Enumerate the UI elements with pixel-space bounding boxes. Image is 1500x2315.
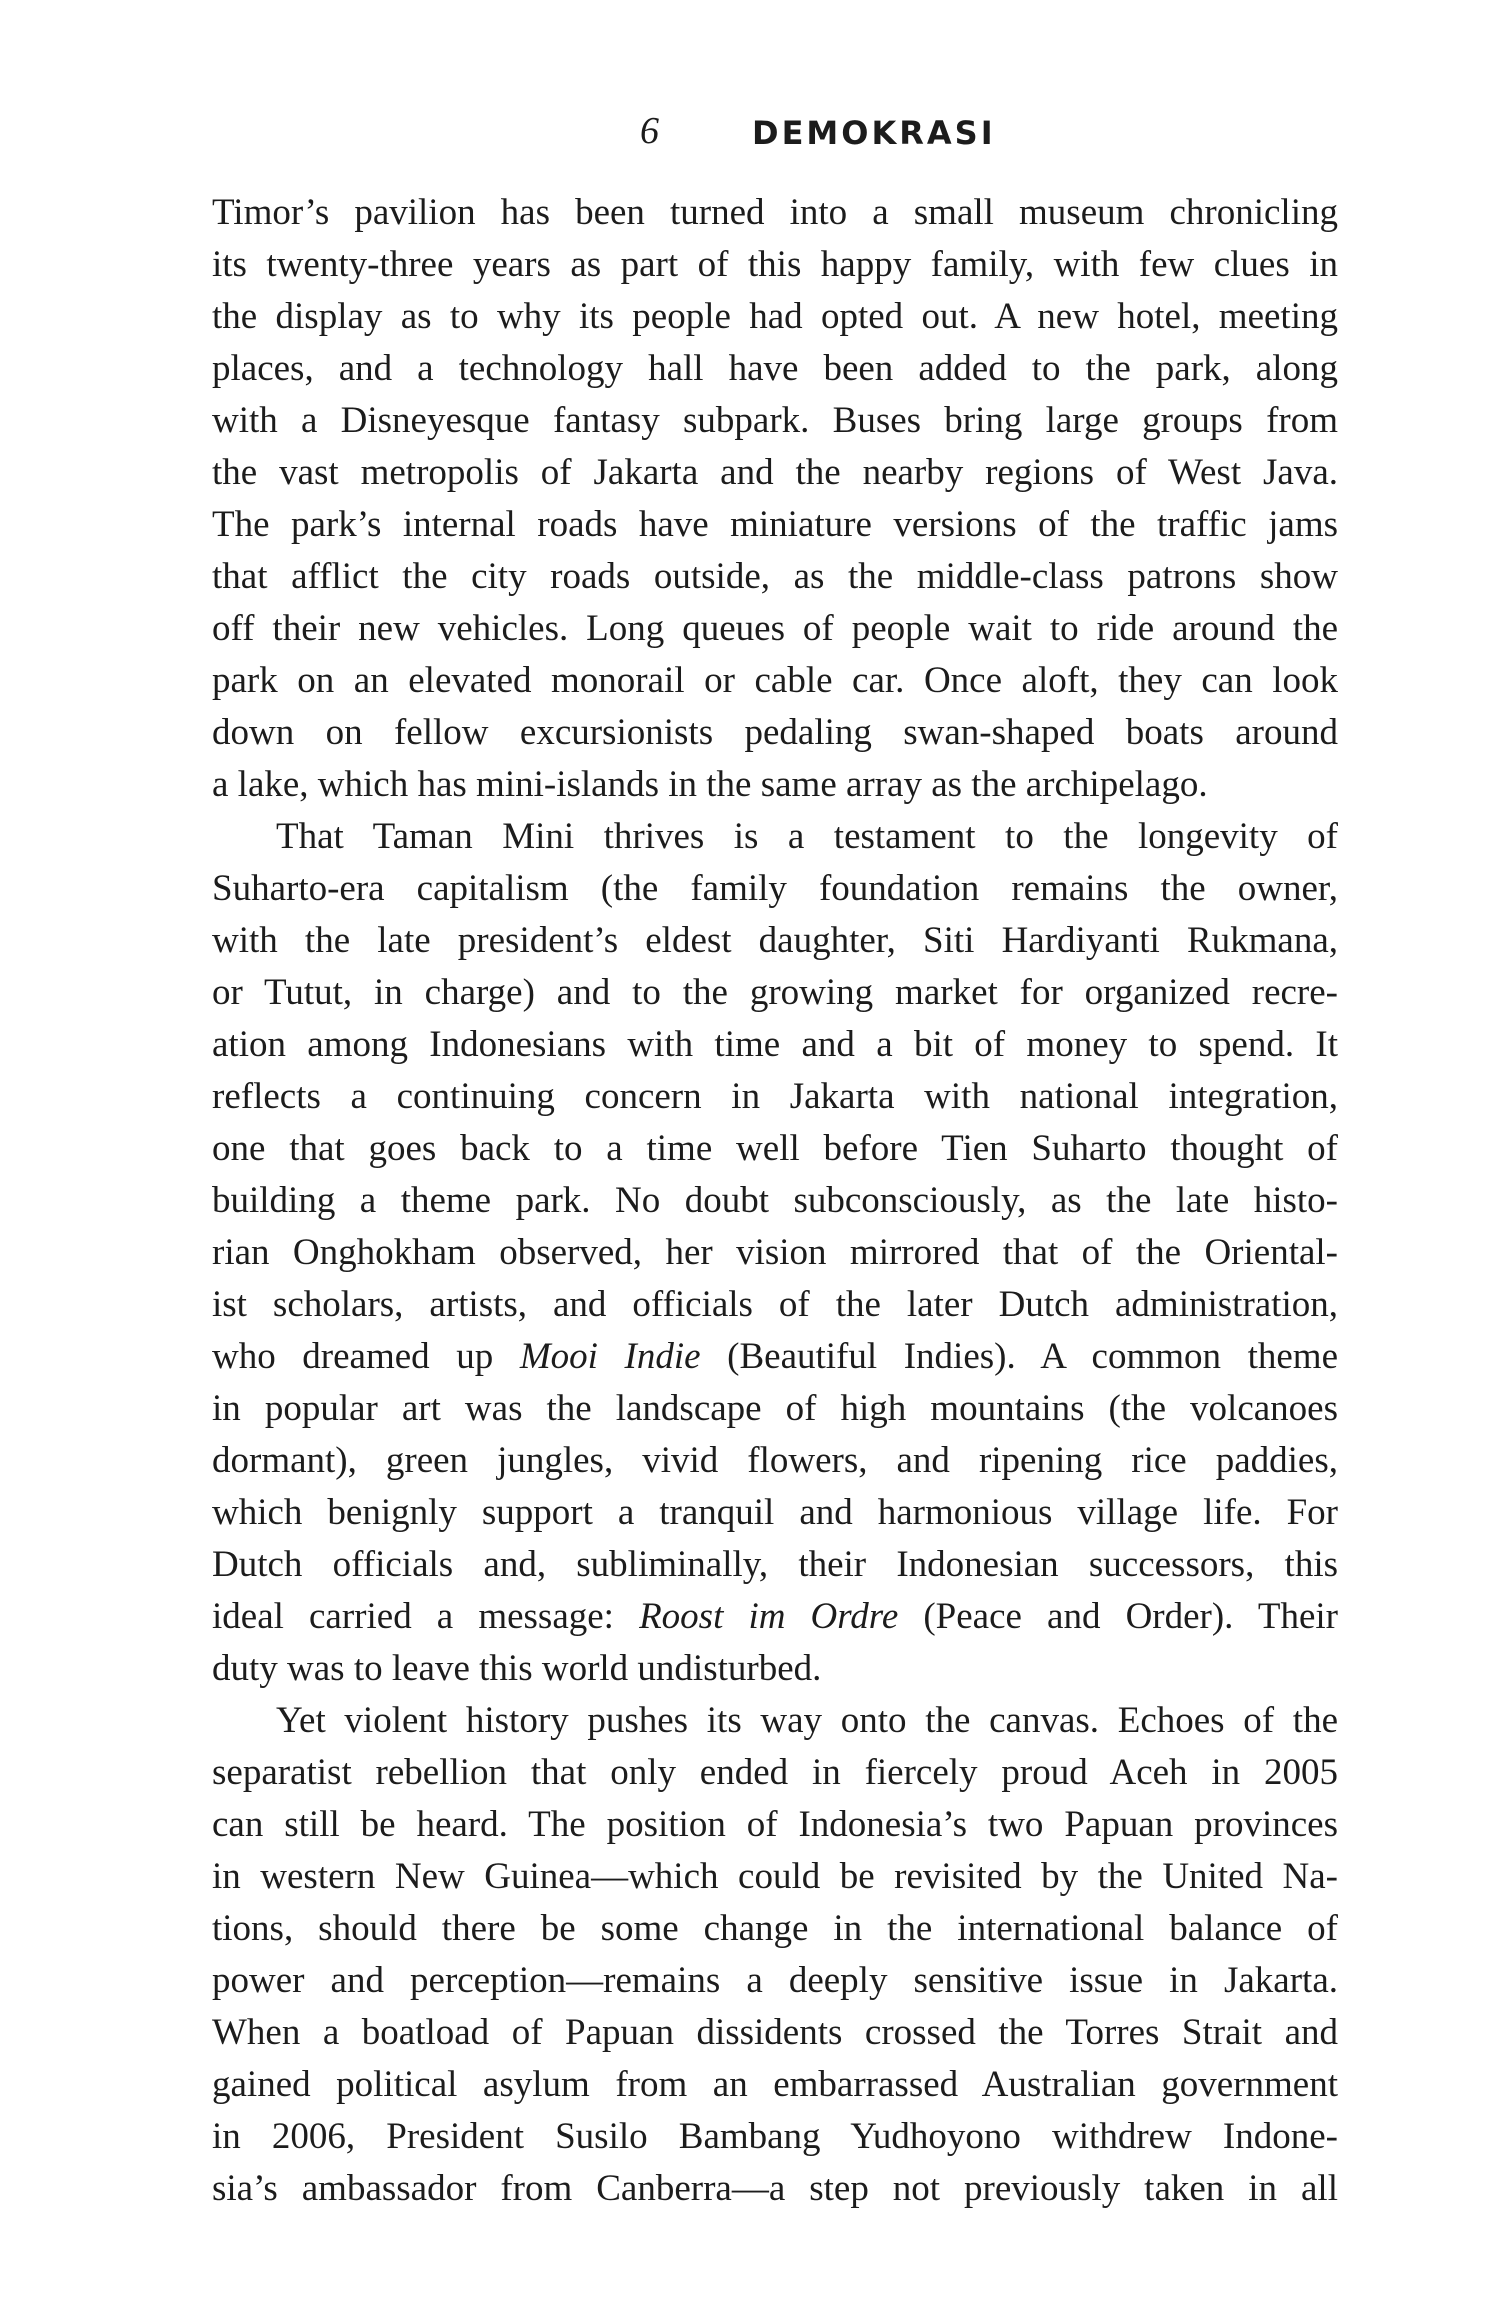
text-run: who dreamed up [212,1336,520,1377]
text-line: with the late president’s eldest daughter, Siti Hardiyanti Rukmana, [212,920,1338,961]
text-line: in western New Guinea—which could be revisited by the United Na- [212,1856,1338,1897]
text-line: in popular art was the landscape of high mountains (the volcanoes [212,1388,1338,1429]
text-line: ation among Indonesians with time and a bit of money to spend. It [212,1024,1338,1065]
text-line: separatist rebellion that only ended in fiercely proud Aceh in 2005 [212,1752,1338,1793]
text-line: Suharto-era capitalism (the family foundation remains the owner, [212,868,1338,909]
text-line: can still be heard. The position of Indonesia’s two Papuan provinces [212,1804,1338,1845]
text-line: sia’s ambassador from Canberra—a step not previously taken in all [212,2168,1338,2209]
text-line: The park’s internal roads have miniature versions of the traffic jams [212,504,1338,545]
text-line: down on fellow excursionists pedaling swan-shaped boats around [212,712,1338,753]
page-number: 6 [640,110,659,152]
text-line: which benignly support a tranquil and harmonious village life. For [212,1492,1338,1533]
text-line-with-italic [212,1331,1338,1383]
text-line: building a theme park. No doubt subconsciously, as the late histo- [212,1180,1338,1221]
body-text [212,187,1338,2215]
text-line: one that goes back to a time well before Tien Suharto thought of [212,1128,1338,1169]
text-line: That Taman Mini thrives is a testament to the longevity of [276,816,1338,857]
text-line: the vast metropolis of Jakarta and the nearby regions of West Java. [212,452,1338,493]
text-line: its twenty-three years as part of this happy family, with few clues in [212,244,1338,285]
paragraph-1 [212,187,1338,811]
text-line: rian Onghokham observed, her vision mirrored that of the Oriental- [212,1232,1338,1273]
italic-phrase: Mooi Indie [519,1336,701,1377]
text-line: duty was to leave this world undisturbed. [212,1648,822,1689]
text-line: When a boatload of Papuan dissidents crossed the Torres Strait and [212,2012,1338,2053]
text-line: off their new vehicles. Long queues of people wait to ride around the [212,608,1338,649]
text-line: ist scholars, artists, and officials of the later Dutch administration, [212,1284,1338,1325]
text-line: Dutch officials and, subliminally, their Indonesian successors, this [212,1544,1338,1585]
text-line: Yet violent history pushes its way onto the canvas. Echoes of the [276,1700,1338,1741]
paragraph-2 [212,811,1338,1695]
paragraph-3 [212,1695,1338,2215]
text-line: dormant), green jungles, vivid flowers, and ripening rice paddies, [212,1440,1338,1481]
text-line-with-italic [212,1591,1338,1643]
text-line: with a Disneyesque fantasy subpark. Buses bring large groups from [212,400,1338,441]
text-line: tions, should there be some change in the international balance of [212,1908,1338,1949]
text-run: (Beautiful Indies). A common theme [700,1336,1339,1377]
text-line: Timor’s pavilion has been turned into a small museum chronicling [212,192,1338,233]
text-run: (Peace and Order). Their [898,1596,1338,1637]
italic-phrase: Roost im Ordre [639,1596,899,1637]
text-line: power and perception—remains a deeply sensitive issue in Jakarta. [212,1960,1338,2001]
text-line: or Tutut, in charge) and to the growing market for organized recre- [212,972,1338,1013]
text-line: the display as to why its people had opted out. A new hotel, meeting [212,296,1338,337]
text-run: ideal carried a message: [212,1596,640,1637]
text-line: in 2006, President Susilo Bambang Yudhoyono withdrew Indone- [212,2116,1338,2157]
book-title: DEMOKRASI [752,114,996,152]
text-line: gained political asylum from an embarrassed Australian government [212,2064,1338,2105]
text-line: places, and a technology hall have been added to the park, along [212,348,1338,389]
text-line: a lake, which has mini-islands in the same array as the archipelago. [212,764,1208,805]
text-line: park on an elevated monorail or cable car. Once aloft, they can look [212,660,1338,701]
text-line: that afflict the city roads outside, as the middle-class patrons show [212,556,1338,597]
running-head [0,106,1500,156]
text-line: reflects a continuing concern in Jakarta with national integration, [212,1076,1338,1117]
